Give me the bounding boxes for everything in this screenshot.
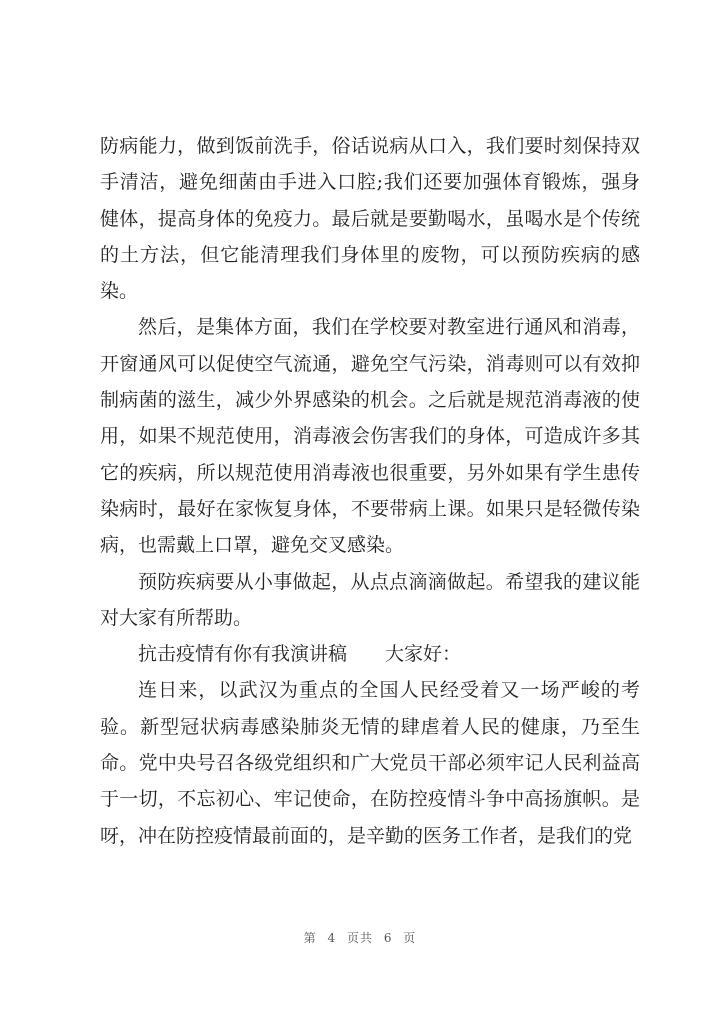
footer-current-page: 4 bbox=[327, 931, 337, 945]
paragraph bbox=[100, 309, 640, 563]
text-line: 它的疾病，所以规范使用消毒液也很重要，另外如果有学生患传 bbox=[100, 461, 640, 484]
footer-prefix: 第 bbox=[303, 931, 317, 945]
text-line: 呀，冲在防控疫情最前面的，是辛勤的医务工作者，是我们的党 bbox=[100, 824, 633, 847]
paragraph bbox=[100, 128, 640, 309]
text-line: 命。党中央号召各级党组织和广大党员干部必须牢记人民利益高 bbox=[100, 752, 640, 775]
page-footer bbox=[0, 929, 720, 946]
text-line: 病，也需戴上口罩，避免交叉感染。 bbox=[100, 534, 405, 557]
text-line: 染。 bbox=[100, 280, 139, 303]
text-line: 于一切，不忘初心、牢记使命，在防控疫情斗争中高扬旗帜。是 bbox=[100, 788, 640, 811]
text-line: 防病能力，做到饭前洗手，俗话说病从口入，我们要时刻保持双 bbox=[100, 135, 640, 157]
text-line: 开窗通风可以促使空气流通，避免空气污染，消毒则可以有效抑 bbox=[100, 352, 640, 375]
text-line: 抗击疫情有你有我演讲稿 大家好： bbox=[138, 643, 462, 666]
footer-suffix: 页 bbox=[403, 931, 417, 945]
text-line: 健体，提高身体的免疫力。最后就是要勤喝水，虽喝水是个传统 bbox=[100, 207, 640, 230]
text-line: 预防疾病要从小事做起，从点点滴滴做起。希望我的建议能 bbox=[138, 570, 640, 593]
text-line: 的土方法，但它能清理我们身体里的废物，可以预防疾病的感 bbox=[100, 243, 640, 266]
text-line: 手清洁，避免细菌由手进入口腔;我们还要加强体育锻炼，强身 bbox=[100, 171, 640, 194]
footer-middle: 页共 bbox=[346, 931, 373, 945]
text-line: 用，如果不规范使用，消毒液会伤害我们的身体，可造成许多其 bbox=[100, 425, 640, 448]
text-line: 染病时，最好在家恢复身体，不要带病上课。如果只是轻微传染 bbox=[100, 497, 640, 520]
paragraph bbox=[100, 672, 640, 853]
footer-total-pages: 6 bbox=[383, 931, 393, 945]
paragraph bbox=[100, 564, 640, 637]
text-line: 对大家有所帮助。 bbox=[100, 606, 253, 629]
paragraph bbox=[100, 636, 640, 672]
text-line: 验。新型冠状病毒感染肺炎无情的肆虐着人民的健康，乃至生 bbox=[100, 715, 640, 738]
text-line: 然后，是集体方面，我们在学校要对教室进行通风和消毒， bbox=[138, 316, 640, 339]
text-line: 连日来，以武汉为重点的全国人民经受着又一场严峻的考 bbox=[138, 679, 640, 702]
document-body bbox=[100, 128, 640, 854]
text-line: 制病菌的滋生，减少外界感染的机会。之后就是规范消毒液的使 bbox=[100, 389, 640, 412]
